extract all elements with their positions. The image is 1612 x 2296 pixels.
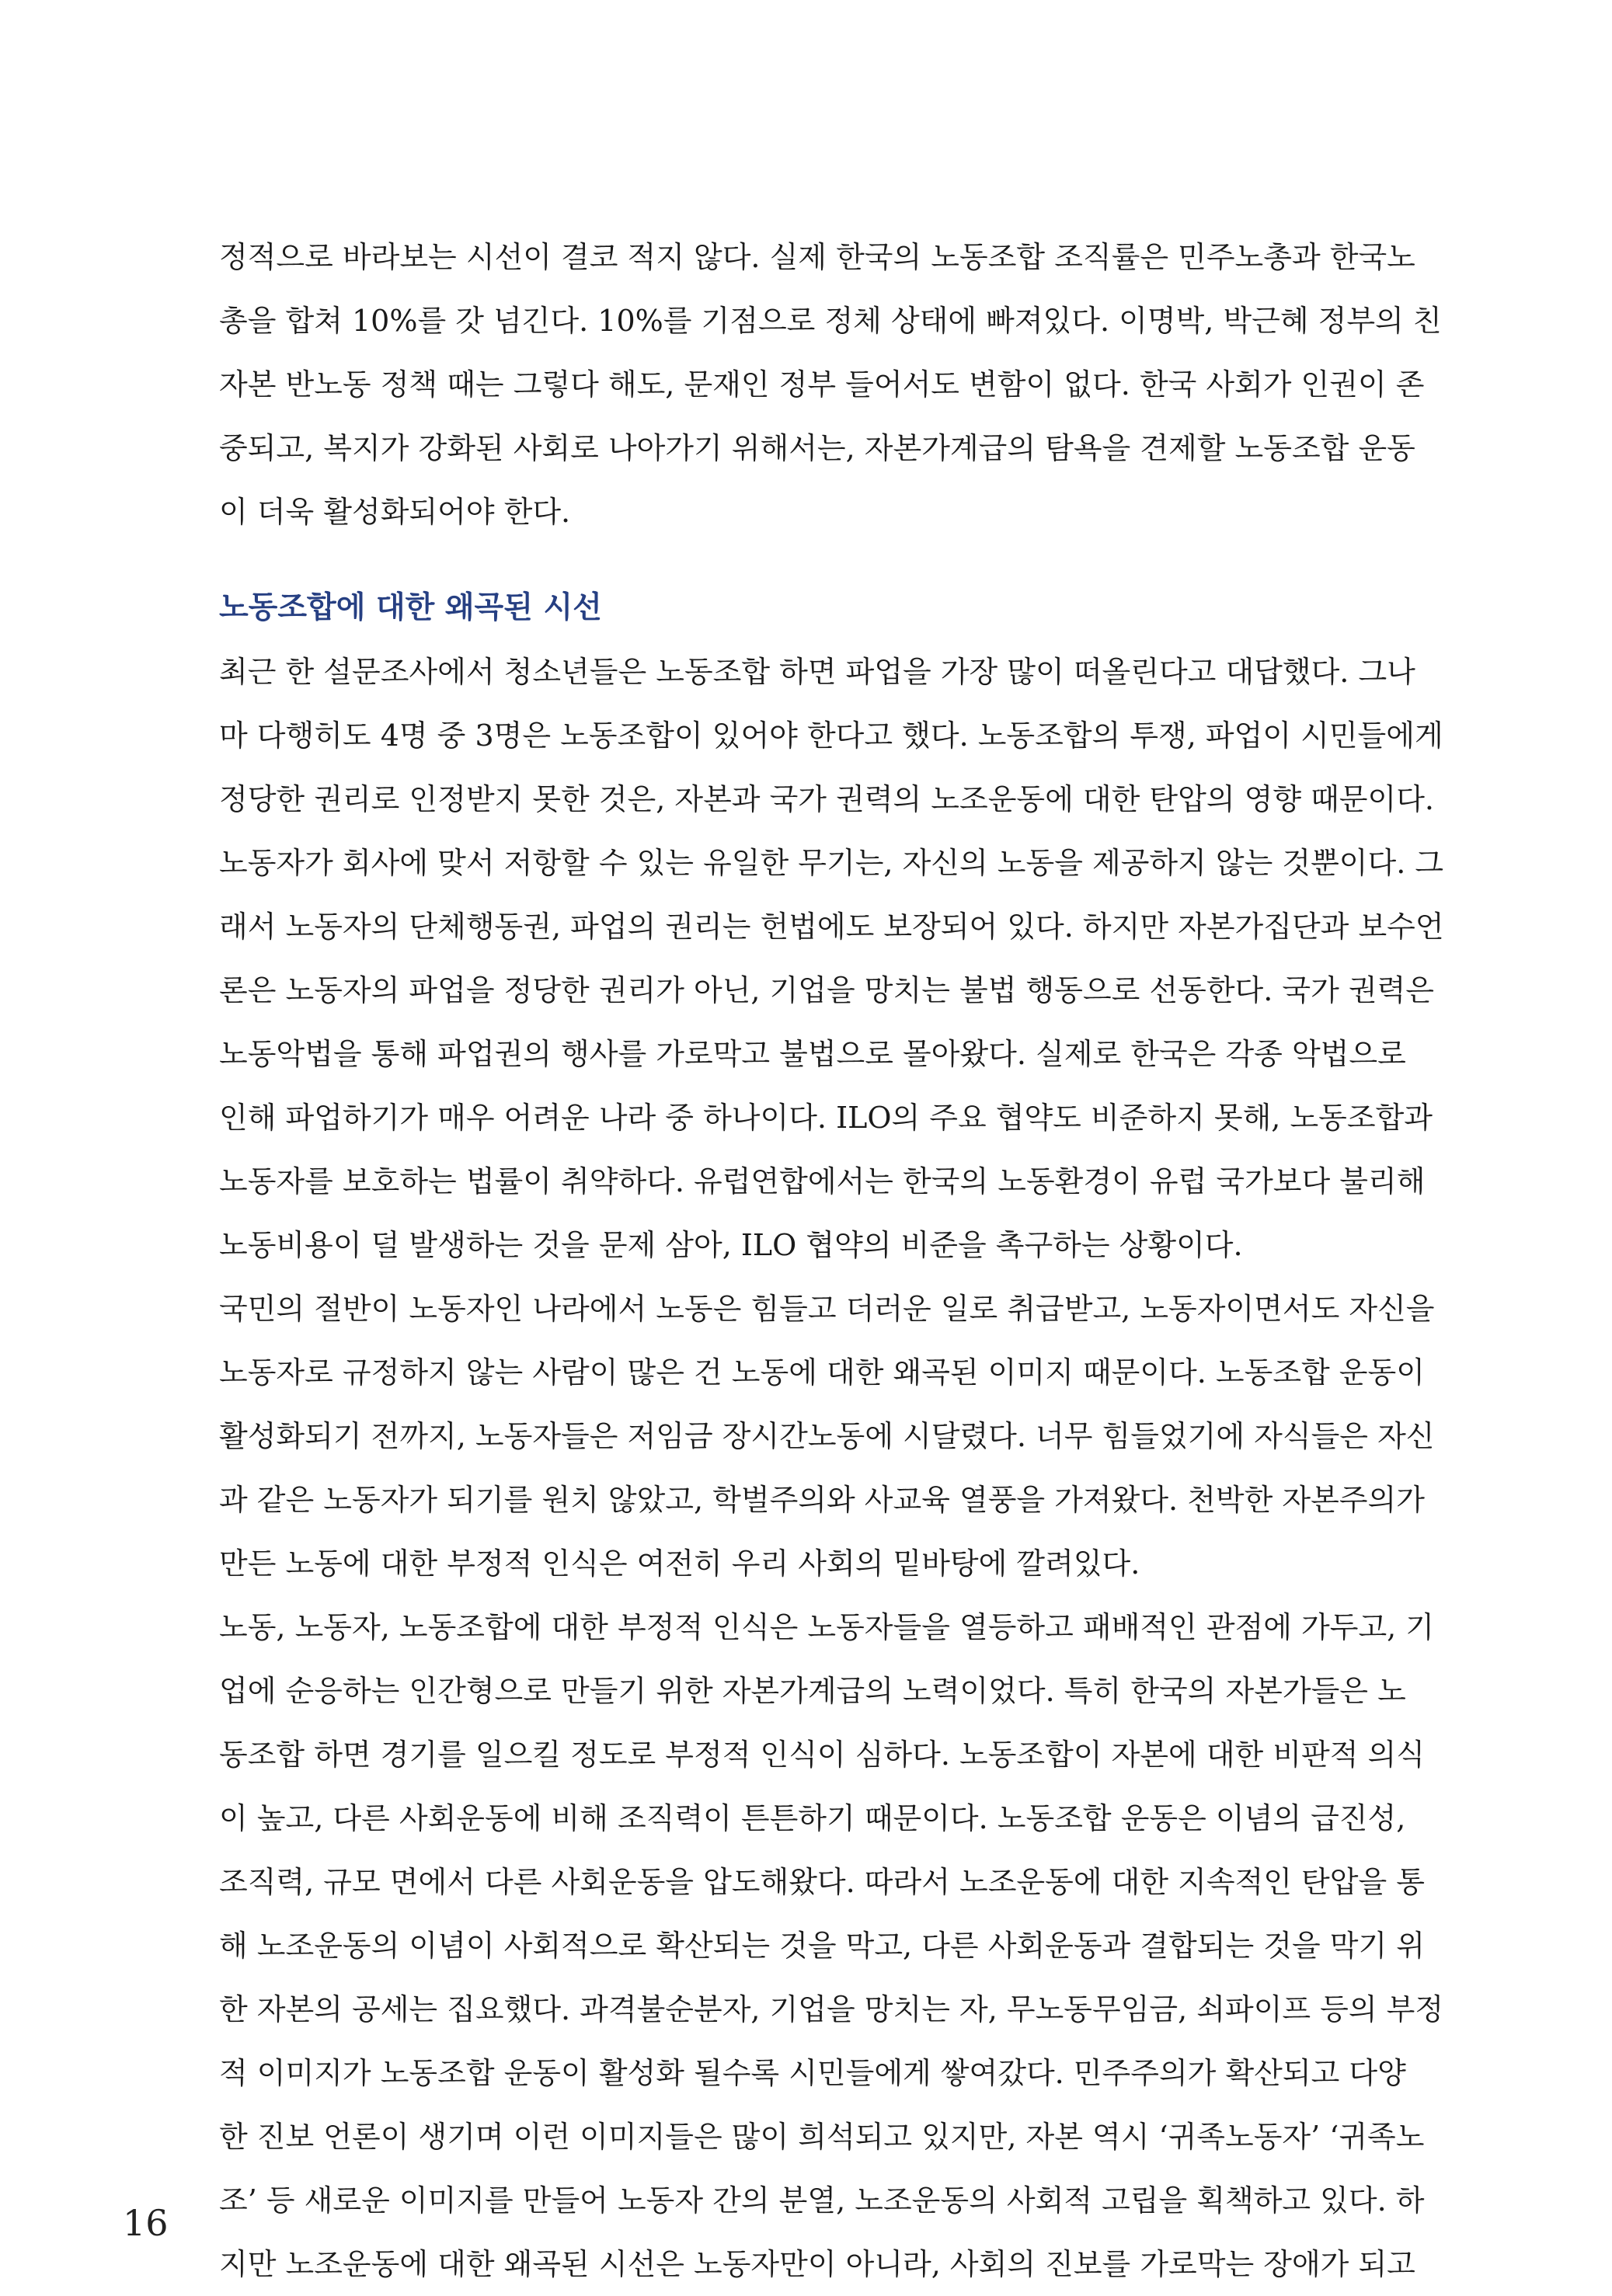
page-body (219, 225, 1444, 2296)
section-heading: 노동조합에 대한 왜곡된 시선 (219, 590, 602, 625)
body-text-line: 론은 노동자의 파업을 정당한 권리가 아닌, 기업을 망치는 불법 행동으로 선동한다. 국가 권력은 (219, 973, 1435, 1007)
body-text-line: 노동비용이 덜 발생하는 것을 문제 삼아, ILO 협약의 비준을 촉구하는 상황이다. (219, 1228, 1243, 1262)
body-text-line: 최근 한 설문조사에서 청소년들은 노동조합 하면 파업을 가장 많이 떠올린다고 대답했다. 그나 (219, 655, 1415, 689)
body-text-line: 이 높고, 다른 사회운동에 비해 조직력이 튼튼하기 때문이다. 노동조합 운동은 이념의 급진성, (219, 1801, 1406, 1835)
body-text-line: 중되고, 복지가 강화된 사회로 나아가기 위해서는, 자본가계급의 탐욕을 견제할 노동조합 운동 (219, 431, 1415, 465)
section-spacer (219, 544, 1431, 576)
body-text-line: 국민의 절반이 노동자인 나라에서 노동은 힘들고 더러운 일로 취급받고, 노동자이면서도 자신을 (219, 1292, 1435, 1326)
body-text-line: 한 자본의 공세는 집요했다. 과격불순분자, 기업을 망치는 자, 무노동무임금, 쇠파이프 등의 부정 (219, 1992, 1444, 2026)
body-text-line: 노동자로 규정하지 않는 사람이 많은 건 노동에 대한 왜곡된 이미지 때문이다. 노동조합 운동이 (219, 1355, 1425, 1390)
body-text-line: 적 이미지가 노동조합 운동이 활성화 될수록 시민들에게 쌓여갔다. 민주주의가 확산되고 다양 (219, 2056, 1406, 2090)
body-text-line: 총을 합쳐 10%를 갓 넘긴다. 10%를 기점으로 정체 상태에 빠져있다. 이명박, 박근혜 정부의 친 (219, 304, 1442, 338)
body-text-line: 조직력, 규모 면에서 다른 사회운동을 압도해왔다. 따라서 노조운동에 대한 지속적인 탄압을 통 (219, 1865, 1425, 1899)
body-text-line: 인해 파업하기가 매우 어려운 나라 중 하나이다. ILO의 주요 협약도 비준하지 못해, 노동조합과 (219, 1101, 1433, 1135)
section-body (219, 640, 1444, 2296)
intro-paragraph (219, 225, 1442, 544)
body-text-line: 조’ 등 새로운 이미지를 만들어 노동자 간의 분열, 노조운동의 사회적 고립을 획책하고 있다. 하 (219, 2183, 1425, 2218)
body-text-line: 활성화되기 전까지, 노동자들은 저임금 장시간노동에 시달렸다. 너무 힘들었기에 자식들은 자신 (219, 1419, 1435, 1453)
body-text-line: 자본 반노동 정책 때는 그렇다 해도, 문재인 정부 들어서도 변함이 없다. 한국 사회가 인권이 존 (219, 367, 1425, 402)
body-text-line: 노동악법을 통해 파업권의 행사를 가로막고 불법으로 몰아왔다. 실제로 한국은 각종 악법으로 (219, 1037, 1406, 1071)
page-number: 16 (123, 2202, 169, 2244)
body-text-line: 노동자를 보호하는 법률이 취약하다. 유럽연합에서는 한국의 노동환경이 유럽 국가보다 불리해 (219, 1164, 1426, 1198)
body-text-line: 해 노조운동의 이념이 사회적으로 확산되는 것을 막고, 다른 사회운동과 결합되는 것을 막기 위 (219, 1929, 1425, 1963)
body-text-line: 한 진보 언론이 생기며 이런 이미지들은 많이 희석되고 있지만, 자본 역시 ‘귀족노동자’ ‘귀족노 (219, 2120, 1425, 2154)
body-text-line: 만든 노동에 대한 부정적 인식은 여전히 우리 사회의 밑바탕에 깔려있다. (219, 1546, 1140, 1581)
body-text-line: 동조합 하면 경기를 일으킬 정도로 부정적 인식이 심하다. 노동조합이 자본에 대한 비판적 의식 (219, 1738, 1425, 1772)
body-text-line: 이 더욱 활성화되어야 한다. (219, 495, 571, 529)
body-text-line: 마 다행히도 4명 중 3명은 노동조합이 있어야 한다고 했다. 노동조합의 투쟁, 파업이 시민들에게 (219, 718, 1443, 753)
body-text-line: 지만 노조운동에 대한 왜곡된 시선은 노동자만이 아니라, 사회의 진보를 가로막는 장애가 되고 (219, 2247, 1415, 2281)
body-text-line: 정적으로 바라보는 시선이 결코 적지 않다. 실제 한국의 노동조합 조직률은 민주노총과 한국노 (219, 240, 1415, 274)
body-text-line: 노동, 노동자, 노동조합에 대한 부정적 인식은 노동자들을 열등하고 패배적인 관점에 가두고, 기 (219, 1610, 1435, 1644)
body-text-line: 래서 노동자의 단체행동권, 파업의 권리는 헌법에도 보장되어 있다. 하지만 자본가집단과 보수언 (219, 910, 1444, 944)
body-text-line: 과 같은 노동자가 되기를 원치 않았고, 학벌주의와 사교육 열풍을 가져왔다. 천박한 자본주의가 (219, 1483, 1425, 1517)
body-text-line: 정당한 권리로 인정받지 못한 것은, 자본과 국가 권력의 노조운동에 대한 탄압의 영향 때문이다. (219, 782, 1435, 816)
body-text-line: 업에 순응하는 인간형으로 만들기 위한 자본가계급의 노력이었다. 특히 한국의 자본가들은 노 (219, 1674, 1406, 1708)
body-text-line: 노동자가 회사에 맞서 저항할 수 있는 유일한 무기는, 자신의 노동을 제공하지 않는 것뿐이다. 그 (219, 846, 1444, 880)
